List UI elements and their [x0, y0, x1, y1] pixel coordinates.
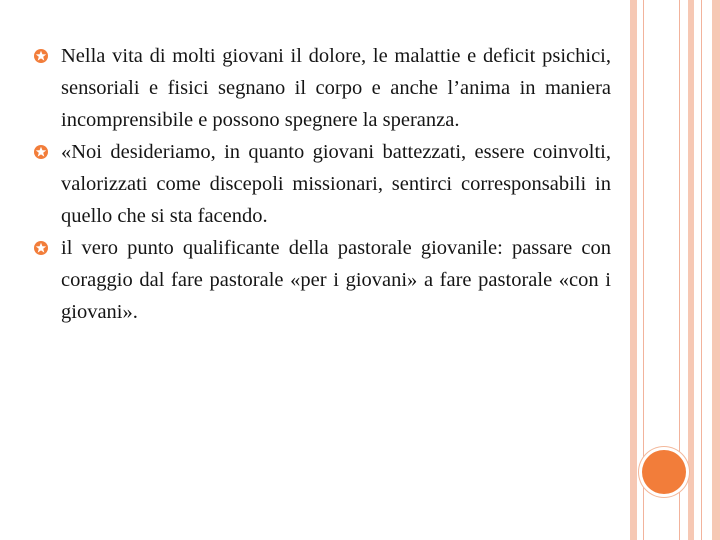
decorative-stripe: [688, 0, 694, 540]
decorative-circle: [642, 450, 686, 494]
bullet-text: «Noi desideriamo, in quanto giovani battezzati, essere coinvolti, valorizzati come discepoli missionari, sentirci corresponsabili in quello che si sta facendo.: [61, 141, 611, 227]
decorative-stripe: [701, 0, 702, 540]
star-bullet-icon: [34, 145, 48, 159]
bullet-item: [34, 136, 611, 232]
decorative-stripe: [643, 0, 644, 540]
star-bullet-icon: [34, 49, 48, 63]
decorative-stripe: [630, 0, 637, 540]
bullet-text: il vero punto qualificante della pastorale giovanile: passare con coraggio dal fare pastorale «per i giovani» a fare pastorale «con i giovani».: [61, 237, 611, 323]
star-bullet-icon: [34, 241, 48, 255]
bullet-list: [34, 40, 611, 328]
decorative-stripe: [712, 0, 720, 540]
bullet-text: Nella vita di molti giovani il dolore, le malattie e deficit psichici, sensoriali e fisici segnano il corpo e anche l’anima in maniera incomprensibile e possono spegnere la speranza.: [61, 45, 611, 131]
bullet-item: [34, 40, 611, 136]
bullet-item: [34, 232, 611, 328]
